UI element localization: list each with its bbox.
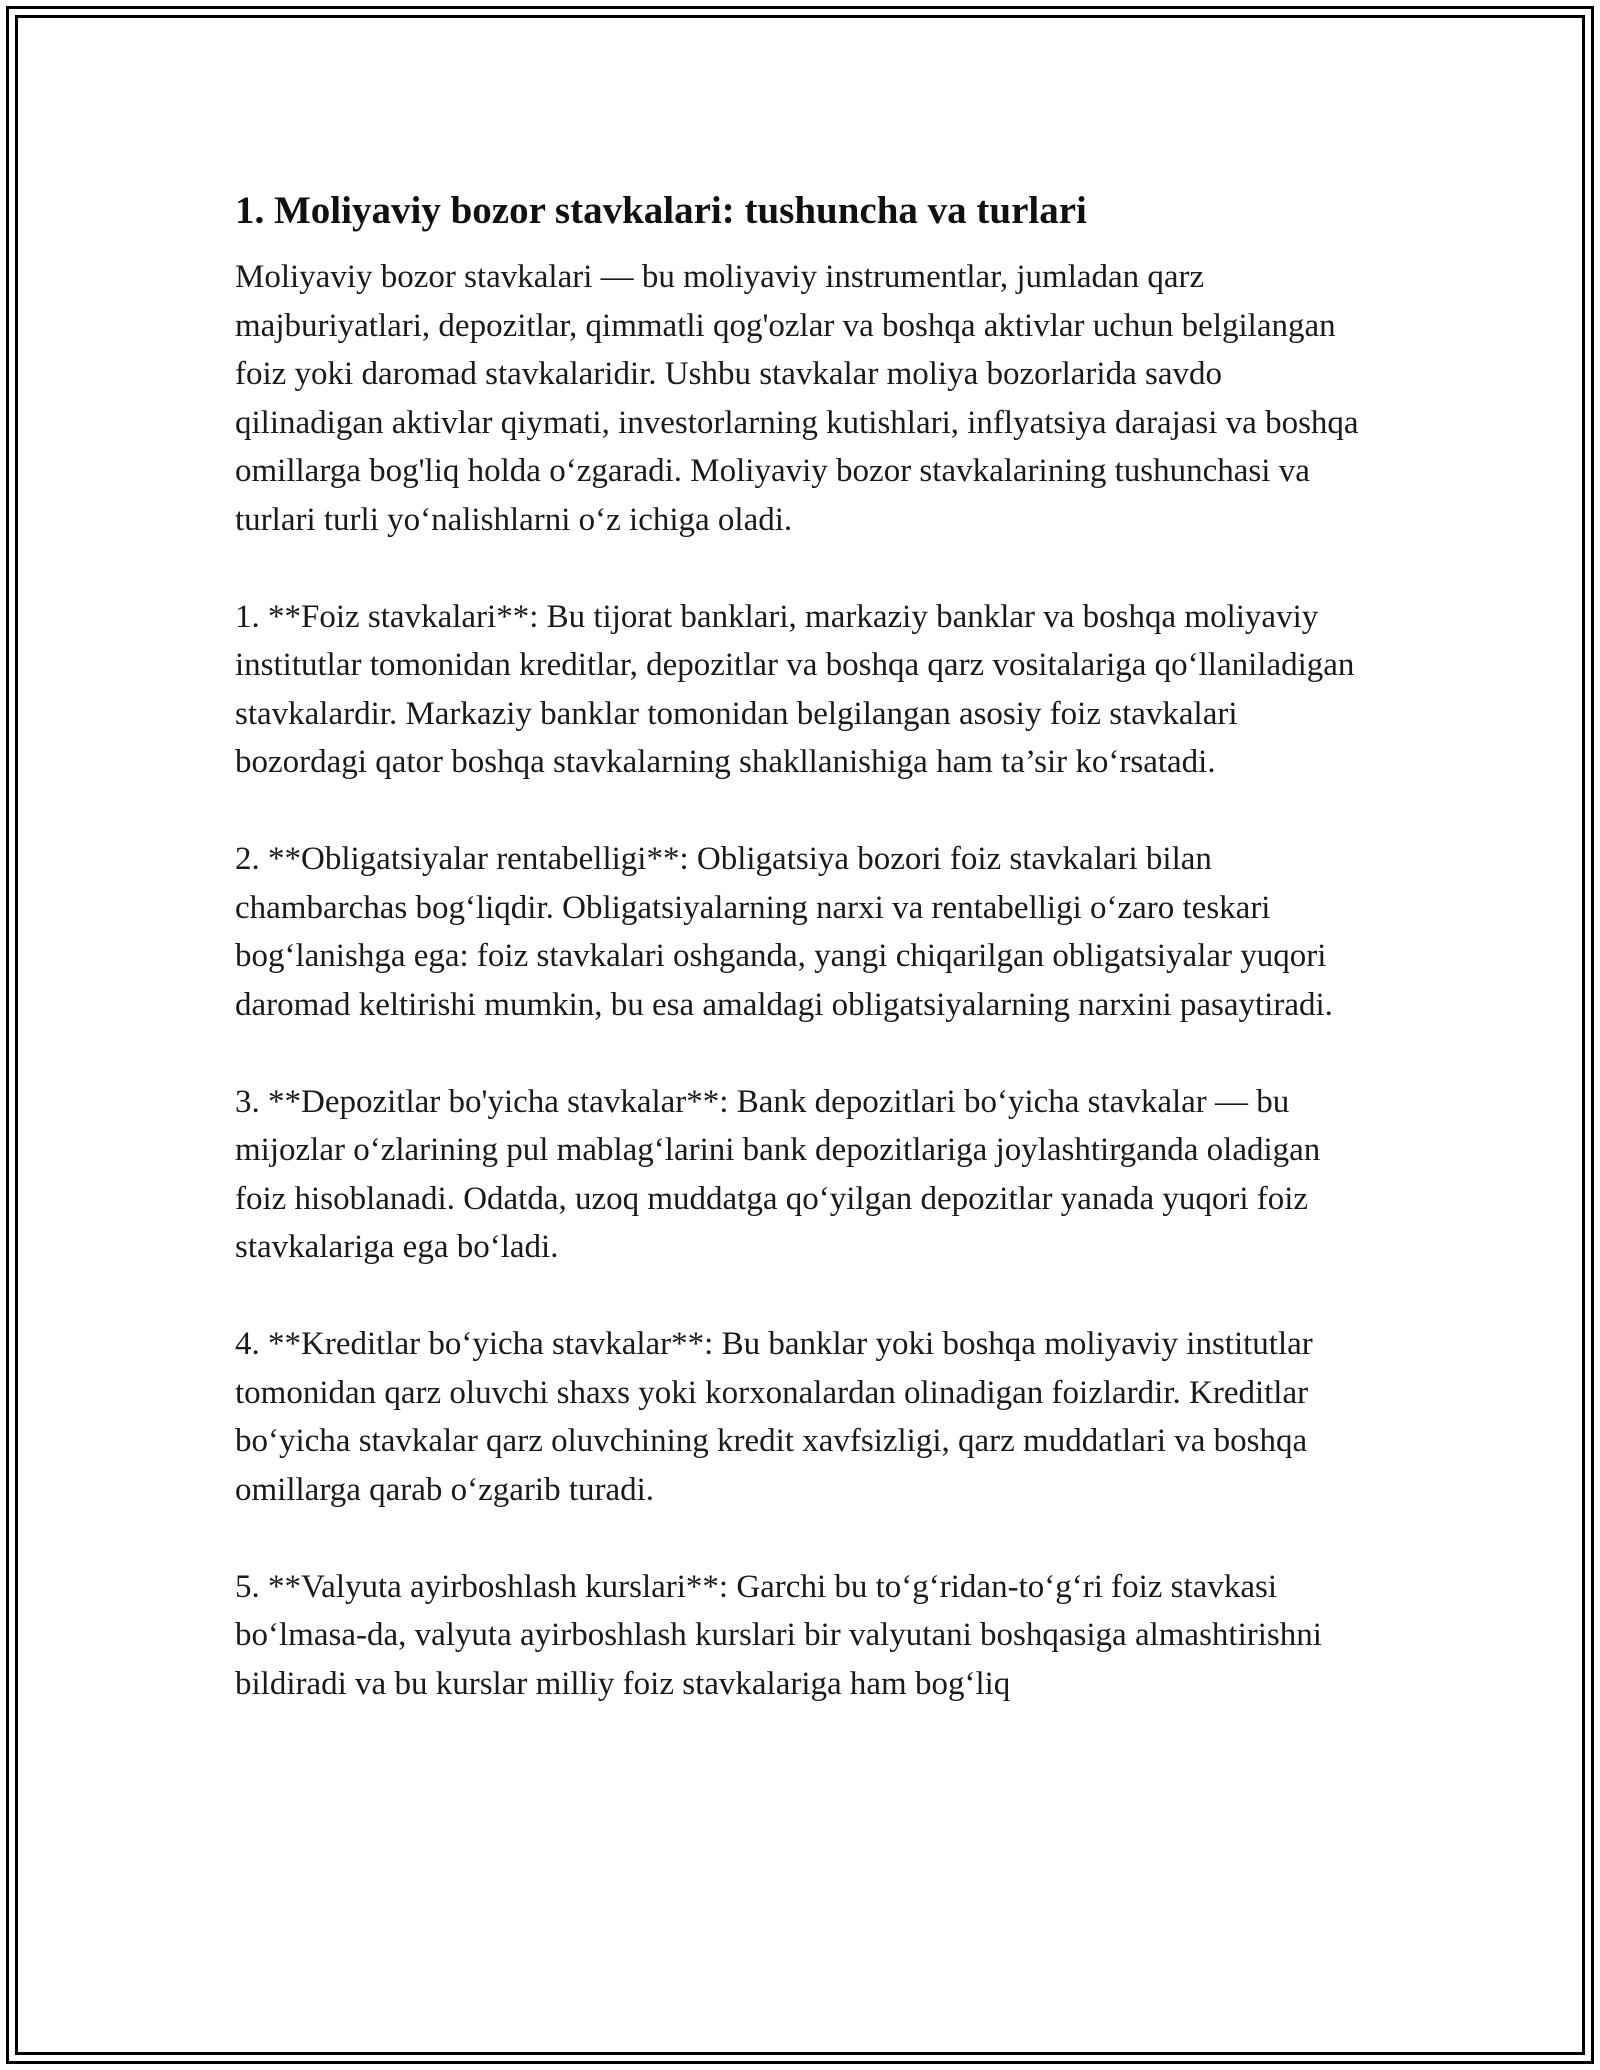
section-heading: 1. Moliyaviy bozor stavkalari: tushuncha va turlari [235,189,1087,232]
list-item-interest-rates: 1. **Foiz stavkalari**: Bu tijorat banklari, markaziy banklar va boshqa moliyaviy institutlar tomonidan kreditlar, depozitlar va boshqa qarz vositalariga qo‘llaniladigan stavkalardir. Markaziy banklar tomonidan belgilangan asosiy foiz stavkalari bozordagi qator boshqa stavkalarning shakllanishiga ham ta’sir ko‘rsatadi. [235,598,1355,780]
list-item-exchange-rates: 5. **Valyuta ayirboshlash kurslari**: Garchi bu to‘g‘ridan-to‘g‘ri foiz stavkasi bo‘lmasa-da, valyuta ayirboshlash kurslari bir valyutani boshqasiga almashtirishni bildiradi va bu kurslar milliy foiz stavkalariga ham bog‘liq [235,1568,1322,1702]
list-item-bond-yields: 2. **Obligatsiyalar rentabelligi**: Obligatsiya bozori foiz stavkalari bilan chambarchas bog‘liqdir. Obligatsiyalarning narxi va rentabelligi o‘zaro teskari bog‘lanishga ega: foiz stavkalari oshganda, yangi chiqarilgan obligatsiyalar yuqori daromad keltirishi mumkin, bu esa amaldagi obligatsiyalarning narxini pasaytiradi. [235,841,1333,1023]
document-body [235,185,1370,1708]
list-item-deposit-rates: 3. **Depozitlar bo'yicha stavkalar**: Bank depozitlari bo‘yicha stavkalar — bu mijozlar o‘zlarining pul mablag‘larini bank depozitlariga joylashtirganda oladigan foiz hisoblanadi. Odatda, uzoq muddatga qo‘yilgan depozitlar yanada yuqori foiz stavkalariga ega bo‘ladi. [235,1083,1321,1265]
list-item-loan-rates: 4. **Kreditlar bo‘yicha stavkalar**: Bu banklar yoki boshqa moliyaviy institutlar tomonidan qarz oluvchi shaxs yoki korxonalardan olinadigan foizlardir. Kreditlar bo‘yicha stavkalar qarz oluvchining kredit xavfsizligi, qarz muddatlari va boshqa omillarga qarab o‘zgarib turadi. [235,1326,1313,1508]
intro-paragraph: Moliyaviy bozor stavkalari — bu moliyaviy instrumentlar, jumladan qarz majburiyatlari, depozitlar, qimmatli qog'ozlar va boshqa aktivlar uchun belgilangan foiz yoki daromad stavkalaridir. Ushbu stavkalar moliya bozorlarida savdo qilinadigan aktivlar qiymati, investorlarning kutishlari, inflyatsiya darajasi va boshqa omillarga bog'liq holda o‘zgaradi. Moliyaviy bozor stavkalarining tushunchasi va turlari turli yo‘nalishlarni o‘z ichiga oladi. [235,259,1359,538]
